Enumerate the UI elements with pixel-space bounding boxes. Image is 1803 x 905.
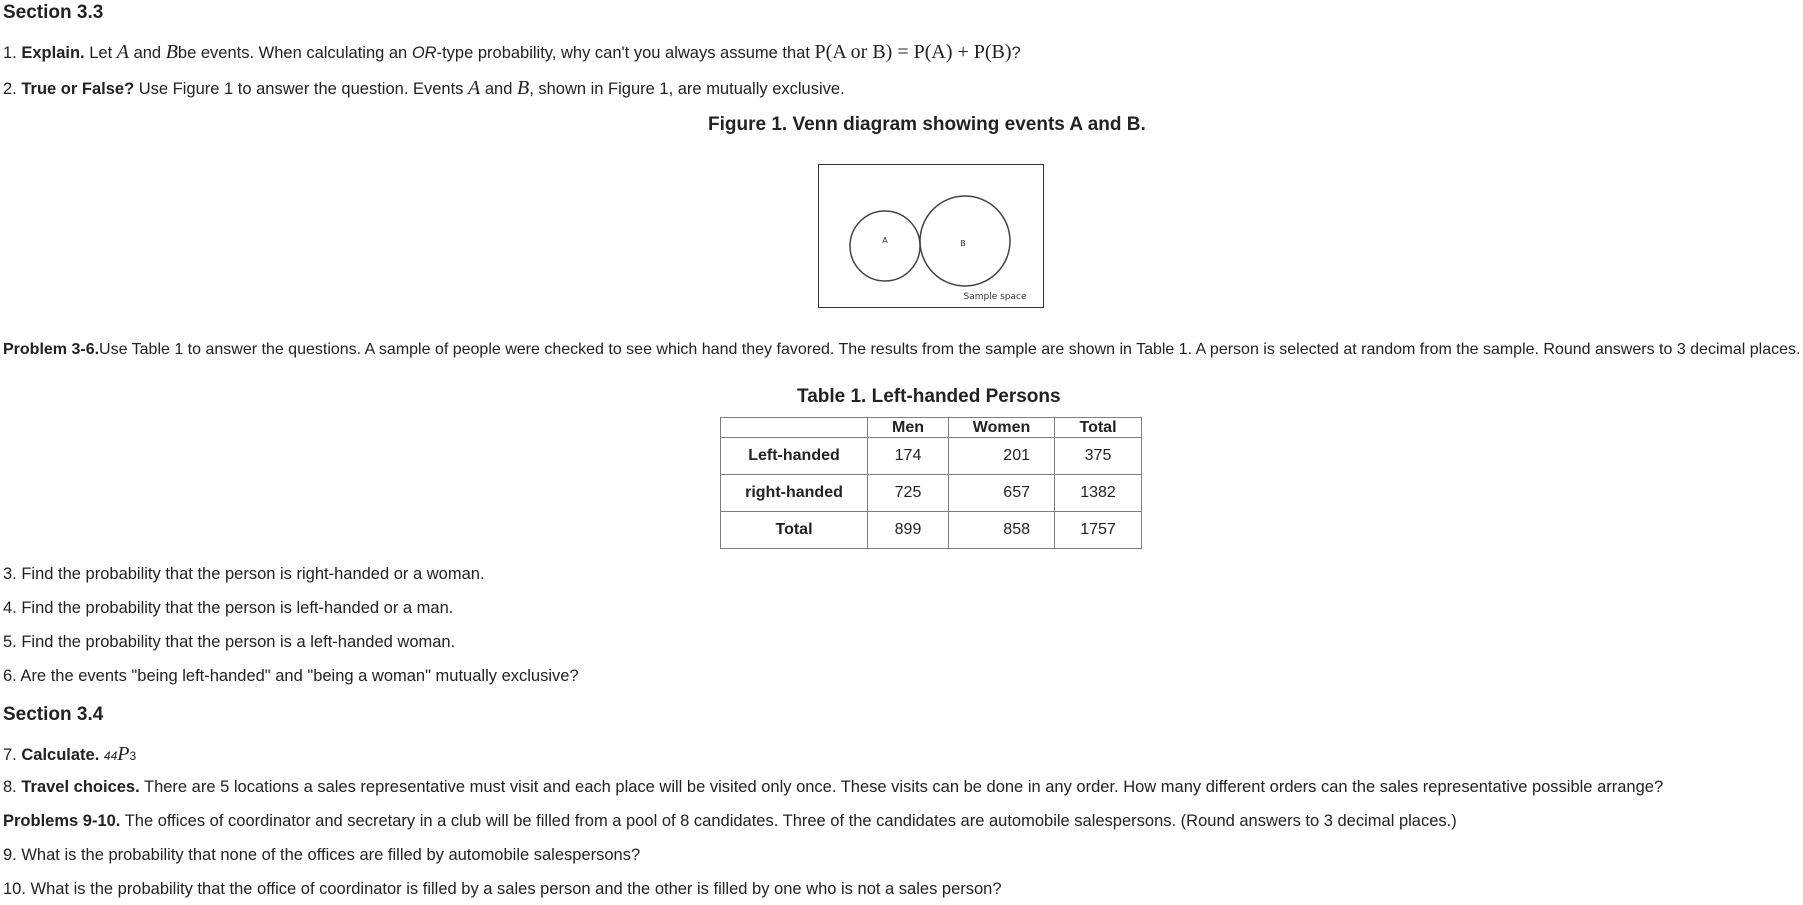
q7-label: Calculate.: [21, 746, 100, 764]
question-4: 4. Find the probability that the person is left-handed or a man.: [3, 599, 454, 617]
q2-text-1: Use Figure 1 to answer the question. Events: [138, 80, 464, 98]
section-heading-3-3: Section 3.3: [3, 2, 104, 23]
problem-3-6: [3, 341, 1800, 359]
q7-subscript-right: 3: [129, 749, 137, 763]
q7-math-p: P: [117, 743, 130, 765]
table-cell: 899: [868, 512, 949, 549]
venn-diagram-svg: [819, 165, 1043, 307]
table-cell: 858: [949, 512, 1055, 549]
table-header-blank: [721, 418, 868, 438]
q1-number: 1.: [3, 44, 17, 62]
question-6: 6. Are the events "being left-handed" and "being a woman" mutually exclusive?: [3, 667, 579, 685]
table-cell: 201: [949, 438, 1055, 475]
q2-label: True or False?: [21, 80, 135, 98]
q1-math-a: A: [116, 41, 129, 63]
sample-space-label: Sample space: [963, 292, 1027, 302]
event-a-circle: [850, 211, 920, 281]
q7-number: 7.: [3, 746, 17, 764]
event-b-label: B: [960, 239, 966, 248]
q1-math-b: B: [165, 41, 178, 63]
q1-text-3: be events. When calculating an: [177, 44, 408, 62]
question-1: [3, 41, 1021, 64]
question-8: [3, 778, 1663, 797]
q1-text-4: -type probability, why can't you always assume that: [436, 44, 810, 62]
q2-number: 2.: [3, 80, 17, 98]
problem-9-10: [3, 812, 1457, 831]
table-cell: 1757: [1055, 512, 1142, 549]
question-7: [3, 743, 136, 766]
q2-math-a: A: [468, 77, 481, 99]
left-handed-table: [720, 417, 1142, 549]
q2-math-b: B: [516, 77, 530, 99]
q8-number: 8.: [3, 778, 17, 796]
table-cell: 657: [949, 475, 1055, 512]
q1-or-word: OR: [411, 44, 437, 62]
q7-subscript-left: 44: [103, 749, 118, 763]
question-5: 5. Find the probability that the person is a left-handed woman.: [3, 633, 456, 651]
row-label-total: Total: [721, 512, 868, 549]
table-row: [721, 475, 1142, 512]
table-header-total: Total: [1055, 418, 1142, 438]
q1-formula: P(A or B) = P(A) + P(B): [814, 41, 1012, 63]
q2-text-2: and: [484, 80, 513, 98]
q2-text-3: , shown in Figure 1, are mutually exclusive.: [529, 80, 845, 98]
table-row: [721, 512, 1142, 549]
q1-label: Explain.: [21, 44, 85, 62]
figure-1-caption: Figure 1. Venn diagram showing events A and B.: [708, 114, 1146, 135]
table-row: [721, 438, 1142, 475]
table-header-women: Women: [949, 418, 1055, 438]
problem-9-10-text: The offices of coordinator and secretary in a club will be filled from a pool of 8 candidates. Three of the candidates are automobile salespersons. (Round answers to 3 decimal places.): [124, 812, 1457, 830]
event-a-label: A: [882, 236, 888, 245]
problem-3-6-text: Use Table 1 to answer the questions. A sample of people were checked to see which hand they favored. The results from the sample are shown in Table 1. A person is selected at random from the sample. Round answers to 3 decimal places.: [99, 341, 1801, 358]
table-cell: 174: [868, 438, 949, 475]
question-3: 3. Find the probability that the person is right-handed or a woman.: [3, 565, 485, 583]
question-10: 10. What is the probability that the office of coordinator is filled by a sales person and the other is filled by one who is not a sales person?: [3, 880, 1002, 898]
table-cell: 1382: [1055, 475, 1142, 512]
venn-diagram: [818, 164, 1044, 308]
problem-3-6-label: Problem 3-6.: [3, 341, 100, 358]
table-cell: 725: [868, 475, 949, 512]
table-cell: 375: [1055, 438, 1142, 475]
table-1-caption: Table 1. Left-handed Persons: [797, 386, 1061, 407]
q1-text-1: Let: [89, 44, 113, 62]
q1-question-mark: ?: [1011, 44, 1021, 62]
q8-label: Travel choices.: [21, 778, 140, 796]
row-label-right-handed: right-handed: [721, 475, 868, 512]
problem-9-10-label: Problems 9-10.: [3, 812, 121, 830]
table-header-row: [721, 418, 1142, 438]
q1-text-2: and: [133, 44, 162, 62]
q8-text: There are 5 locations a sales representative must visit and each place will be visited only once. These visits can be done in any order. How many different orders can the sales representative possible arrange?: [143, 778, 1664, 796]
row-label-left-handed: Left-handed: [721, 438, 868, 475]
question-2: [3, 77, 845, 100]
table-header-men: Men: [868, 418, 949, 438]
question-9: 9. What is the probability that none of the offices are filled by automobile salespersons?: [3, 846, 641, 864]
section-heading-3-4: Section 3.4: [3, 704, 104, 725]
